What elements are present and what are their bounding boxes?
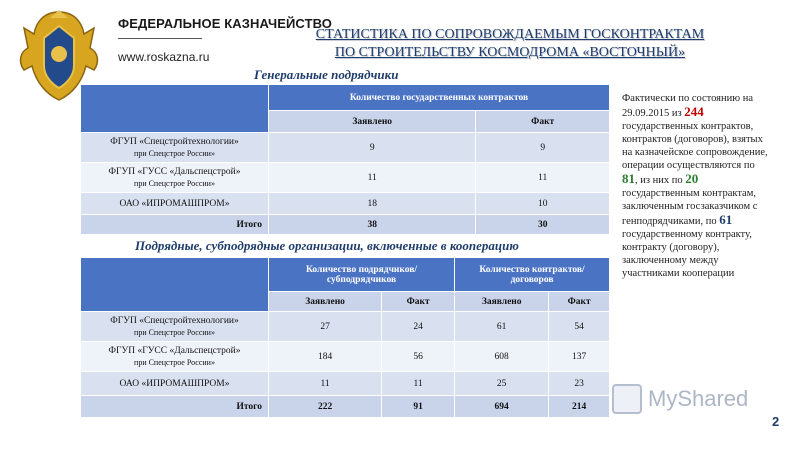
cell-declared: 18 bbox=[269, 193, 476, 215]
slide-title-line2: ПО СТРОИТЕЛЬСТВУ КОСМОДРОМА «ВОСТОЧНЫЙ» bbox=[334, 45, 686, 60]
side-note-text: государственным контрактам, заключенным госзаказчиком с генподрядчиками, по bbox=[622, 188, 758, 227]
side-note-text: , из них по bbox=[635, 175, 683, 186]
row-name: ОАО «ИПРОМАШПРОМ» bbox=[81, 372, 269, 396]
cell-contracts-declared: 25 bbox=[455, 372, 549, 396]
row-name: ОАО «ИПРОМАШПРОМ» bbox=[81, 193, 269, 215]
side-note-text: Фактически по состоянию на 29.09.2015 из bbox=[622, 93, 753, 119]
table2-col-declared: Заявлено bbox=[455, 292, 549, 312]
table-row bbox=[81, 193, 610, 215]
cell-contractors-fact: 56 bbox=[382, 342, 455, 372]
total-row bbox=[81, 396, 610, 418]
row-name: ФГУП «Спецстройтехнологии» bbox=[110, 315, 239, 326]
side-note-number-total: 244 bbox=[684, 104, 704, 119]
total-contracts-declared: 694 bbox=[455, 396, 549, 418]
cell-declared: 11 bbox=[269, 163, 476, 193]
table2-group-header-contractors: Количество подрядчиков/ субподрядчиков bbox=[269, 258, 455, 292]
cell-contractors-fact: 24 bbox=[382, 312, 455, 342]
watermark bbox=[612, 384, 748, 414]
cell-contracts-declared: 61 bbox=[455, 312, 549, 342]
watermark-logo-icon bbox=[612, 384, 642, 414]
table-row bbox=[81, 133, 610, 163]
table-row bbox=[81, 312, 610, 342]
total-label: Итого bbox=[81, 396, 269, 418]
row-sub: при Спецстрое России» bbox=[134, 357, 215, 367]
side-note bbox=[622, 92, 772, 280]
total-contractors-fact: 91 bbox=[382, 396, 455, 418]
total-contracts-fact: 214 bbox=[549, 396, 610, 418]
watermark-text: MyShared bbox=[648, 386, 749, 411]
side-note-number-coop: 61 bbox=[719, 212, 733, 227]
row-sub: при Спецстрое России» bbox=[134, 178, 215, 188]
cell-declared: 9 bbox=[269, 133, 476, 163]
total-contractors-declared: 222 bbox=[269, 396, 382, 418]
corner-cell bbox=[81, 258, 269, 312]
cell-contractors-declared: 184 bbox=[269, 342, 382, 372]
slide-title-line1: СТАТИСТИКА ПО СОПРОВОЖДАЕМЫМ ГОСКОНТРАКТАМ bbox=[315, 27, 705, 42]
cell-fact: 9 bbox=[476, 133, 610, 163]
row-sub: при Спецстрое России» bbox=[134, 148, 215, 158]
cell-fact: 11 bbox=[476, 163, 610, 193]
general-contractors-table bbox=[80, 84, 610, 235]
total-fact: 30 bbox=[476, 215, 610, 235]
cell-contracts-fact: 54 bbox=[549, 312, 610, 342]
org-website: www.roskazna.ru bbox=[118, 50, 210, 64]
corner-cell bbox=[81, 85, 269, 133]
cell-contractors-declared: 27 bbox=[269, 312, 382, 342]
row-name: ФГУП «ГУСС «Дальспецстрой» bbox=[108, 345, 241, 356]
cell-fact: 10 bbox=[476, 193, 610, 215]
total-declared: 38 bbox=[269, 215, 476, 235]
table2-col-fact: Факт bbox=[549, 292, 610, 312]
table-row bbox=[81, 342, 610, 372]
cell-contractors-fact: 11 bbox=[382, 372, 455, 396]
side-note-number-active: 81 bbox=[622, 171, 635, 186]
cell-contracts-fact: 23 bbox=[549, 372, 610, 396]
table1-col-declared: Заявлено bbox=[269, 111, 476, 133]
table2-col-fact: Факт bbox=[382, 292, 455, 312]
slide-title bbox=[300, 26, 720, 62]
org-name: ФЕДЕРАЛЬНОЕ КАЗНАЧЕЙСТВО bbox=[118, 16, 333, 31]
side-note-number-general: 20 bbox=[685, 171, 699, 186]
total-label: Итого bbox=[81, 215, 269, 235]
total-row bbox=[81, 215, 610, 235]
section2-title: Подрядные, субподрядные организации, включенные в кооперацию bbox=[135, 238, 519, 253]
cell-contracts-declared: 608 bbox=[455, 342, 549, 372]
section1-title: Генеральные подрядчики bbox=[254, 67, 399, 82]
table-row bbox=[81, 372, 610, 396]
row-name: ФГУП «ГУСС «Дальспецстрой» bbox=[108, 166, 241, 177]
table1-col-fact: Факт bbox=[476, 111, 610, 133]
subcontractors-table bbox=[80, 257, 610, 418]
cell-contracts-fact: 137 bbox=[549, 342, 610, 372]
cell-contractors-declared: 11 bbox=[269, 372, 382, 396]
table2-group-header-contracts: Количество контрактов/ договоров bbox=[455, 258, 610, 292]
side-note-text: государственных контрактов, контрактов (договоров), взятых на казначейское сопровождение, операции осуществляются по bbox=[622, 121, 768, 171]
table1-group-header: Количество государственных контрактов bbox=[269, 85, 610, 111]
org-divider bbox=[118, 38, 202, 39]
row-name: ФГУП «Спецстройтехнологии» bbox=[110, 136, 239, 147]
table-row bbox=[81, 163, 610, 193]
table2-col-declared: Заявлено bbox=[269, 292, 382, 312]
page-number: 2 bbox=[772, 414, 780, 429]
side-note-text: государственному контракту, контракту (договору), заключенному между участниками кооперации bbox=[622, 229, 752, 279]
row-sub: при Спецстрое России» bbox=[134, 327, 215, 337]
